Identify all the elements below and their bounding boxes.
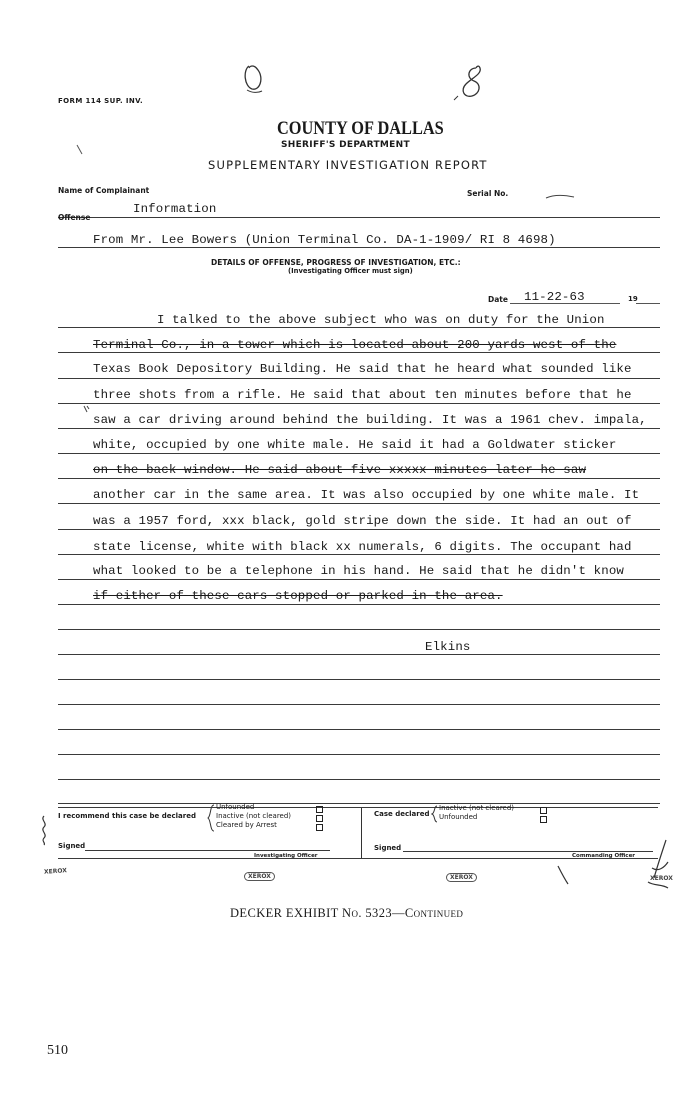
narrative-rule (58, 754, 660, 755)
checkbox-unfounded-left[interactable] (316, 806, 323, 813)
details-heading: DETAILS OF OFFENSE, PROGRESS OF INVESTIGATION, ETC.: (211, 258, 461, 267)
stray-mark-left (76, 144, 84, 156)
offense-value: From Mr. Lee Bowers (Union Terminal Co. DA-1-1909/ RI 8 4698) (93, 233, 556, 247)
footer-bottom-rule (58, 858, 658, 859)
footer-divider (361, 808, 362, 858)
signed-line-right (403, 851, 653, 852)
serial-label: Serial No. (467, 189, 509, 198)
details-subheading: (Investigating Officer must sign) (288, 267, 413, 275)
narrative-rule (58, 729, 660, 730)
signature: Elkins (425, 640, 471, 654)
narrative-rule (58, 378, 660, 379)
xerox-stamp: XEROX (650, 875, 673, 882)
checkbox-inactive-right[interactable] (540, 807, 547, 814)
margin-mark (82, 404, 92, 414)
recommend-label: I recommend this case be declared (58, 812, 196, 820)
complainant-value: Information (133, 202, 217, 216)
signed-label-left: Signed (58, 842, 86, 850)
narrative-rule (58, 654, 660, 655)
year-suffix: 19 (628, 295, 638, 303)
option-unfounded-left: Unfounded (216, 803, 255, 811)
narrative-rule (58, 704, 660, 705)
narrative-line: three shots from a rifle. He said that about ten minutes before that he (93, 388, 632, 402)
narrative-rule (58, 579, 660, 580)
complainant-rule (58, 217, 660, 218)
narrative-line: white, occupied by one white male. He said it had a Goldwater sticker (93, 438, 617, 452)
xerox-stamp: XEROX (446, 873, 477, 882)
signed-line-left (85, 850, 330, 851)
footer-top-rule (58, 807, 658, 808)
narrative-rule (58, 327, 660, 328)
narrative-line: state license, white with black xx numerals, 6 digits. The occupant had (93, 540, 632, 554)
xerox-stamp: XEROX (43, 867, 68, 876)
exhibit-caption: DECKER EXHIBIT No. 5323—Continued (230, 906, 464, 920)
narrative-line: another car in the same area. It was also occupied by one white male. It (93, 488, 640, 502)
report-title: SUPPLEMENTARY INVESTIGATION REPORT (208, 158, 488, 172)
xerox-stamp: XEROX (244, 872, 275, 881)
narrative-rule (58, 679, 660, 680)
brace-left (207, 804, 215, 832)
handwritten-mark-right (450, 64, 492, 104)
narrative-rule (58, 352, 660, 353)
checkbox-unfounded-right[interactable] (540, 816, 547, 823)
narrative-rule (58, 428, 660, 429)
narrative-rule (58, 629, 660, 630)
narrative-rule (58, 403, 660, 404)
option-cleared-left: Cleared by Arrest (216, 821, 277, 829)
complainant-label: Name of Complainant (58, 186, 150, 195)
date-value: 11-22-63 (524, 290, 585, 304)
date-label: Date (488, 295, 508, 304)
brace-right (431, 805, 438, 823)
stamp-mark (556, 864, 570, 886)
option-unfounded-right: Unfounded (439, 813, 478, 821)
margin-squiggle-left (38, 814, 50, 846)
case-declared-label: Case declared (374, 810, 430, 818)
narrative-rule (58, 453, 660, 454)
narrative-rule (58, 503, 660, 504)
stray-mark-right (545, 193, 575, 201)
narrative-line: on the back window. He said about five xxxxx minutes later he saw (93, 463, 587, 477)
narrative-rule (58, 478, 660, 479)
option-inactive-right: Inactive (not cleared) (439, 804, 515, 812)
narrative-line: I talked to the above subject who was on duty for the Union (157, 313, 605, 327)
margin-squiggle-right (642, 838, 672, 892)
option-inactive-left: Inactive (not cleared) (216, 812, 292, 820)
narrative-line: if either of these cars stopped or parked in the area. (93, 589, 503, 603)
year-rule (636, 303, 660, 304)
narrative-rule (58, 529, 660, 530)
form-code: FORM 114 SUP. INV. (58, 97, 144, 105)
commanding-officer-label: Commanding Officer (572, 853, 636, 859)
department-title: SHERIFF'S DEPARTMENT (281, 140, 410, 150)
investigating-officer-label: Investigating Officer (254, 853, 318, 859)
narrative-line: Texas Book Depository Building. He said that he heard what sounded like (93, 362, 632, 376)
narrative-line: what looked to be a telephone in his hand. He said that he didn't know (93, 564, 624, 578)
narrative-rule (58, 803, 660, 804)
narrative-line: was a 1957 ford, xxx black, gold stripe down the side. It had an out of (93, 514, 632, 528)
narrative-rule (58, 604, 660, 605)
offense-label: Offense (58, 213, 91, 222)
page-number: 510 (47, 1043, 68, 1058)
narrative-line: saw a car driving around behind the building. It was a 1961 chev. impala, (93, 413, 647, 427)
handwritten-mark-left (240, 62, 270, 98)
signed-label-right: Signed (374, 844, 402, 852)
county-title: COUNTY OF DALLAS (277, 118, 444, 139)
narrative-rule (58, 554, 660, 555)
offense-rule (58, 247, 660, 248)
checkbox-inactive-left[interactable] (316, 815, 323, 822)
narrative-line: Terminal Co., in a tower which is located about 200 yards west of the (93, 338, 617, 352)
narrative-rule (58, 779, 660, 780)
checkbox-cleared-left[interactable] (316, 824, 323, 831)
